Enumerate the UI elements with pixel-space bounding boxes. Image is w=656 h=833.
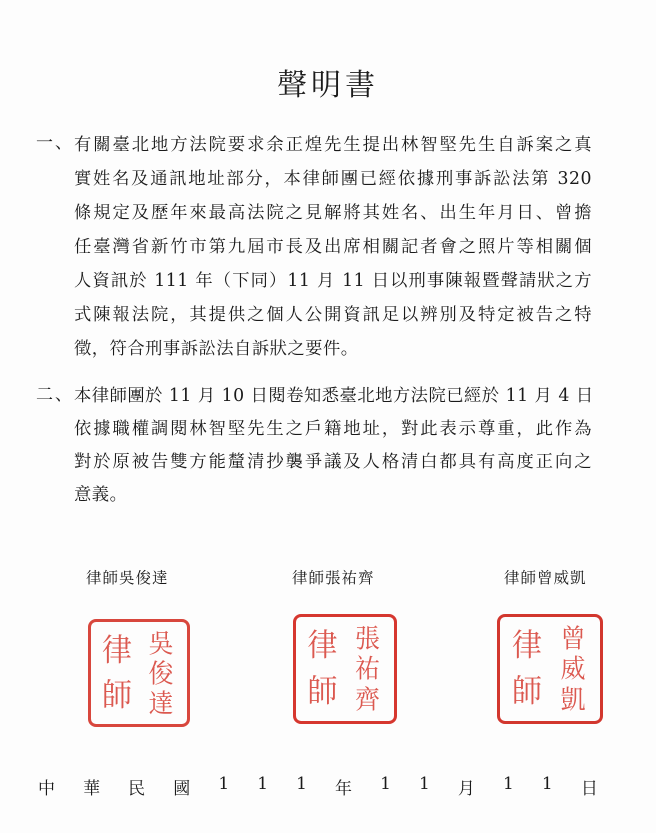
paragraph-line: 徵，符合刑事訴訟法自訴狀之要件。 <box>74 339 359 359</box>
seal-left-column <box>506 623 548 715</box>
date-char: 1 <box>296 774 307 794</box>
paragraph-line: 有關臺北地方法院要求余正煌先生提出林智堅先生自訴案之真 <box>74 135 592 155</box>
date-char: 1 <box>257 774 269 794</box>
seal-glyph: 威 <box>560 653 586 685</box>
seal-glyph: 祐 <box>354 653 380 685</box>
seal-glyph: 凱 <box>560 684 586 715</box>
date-char: 日 <box>580 779 598 799</box>
paragraph-line: 意義。 <box>74 485 128 505</box>
paragraph-line: 人資訊於 111 年（下同）11 月 11 日以刑事陳報暨聲請狀之方 <box>74 271 592 291</box>
signers-row <box>0 566 656 590</box>
signer-name: 律師張祐齊 <box>292 569 375 587</box>
seal-right-column <box>347 623 388 715</box>
document-title: 聲明書 <box>277 68 379 103</box>
date-char: 中 <box>38 779 55 799</box>
seal-glyph: 俊 <box>148 657 174 689</box>
date-char: 華 <box>83 779 101 799</box>
lawyer-seal-stamp <box>293 614 397 724</box>
lawyer-seal-stamp <box>88 619 190 727</box>
seal-glyph: 齊 <box>354 684 380 715</box>
seal-glyph: 達 <box>148 687 174 719</box>
date-char: 1 <box>503 774 514 794</box>
signer-name: 律師吳俊達 <box>86 569 169 587</box>
date-char: 年 <box>335 779 353 799</box>
seal-left-column <box>97 628 137 718</box>
paragraph-line: 依據職權調閱林智堅先生之戶籍地址，對此表示尊重，此作為 <box>74 419 592 439</box>
seal-glyph: 師 <box>512 673 542 710</box>
document-date <box>38 774 598 802</box>
date-char: 1 <box>419 774 430 794</box>
paragraph-line: 對於原被告雙方能釐清抄襲爭議及人格清白都具有高度正向之 <box>74 452 592 472</box>
paragraph-line: 實姓名及通訊地址部分，本律師團已經依據刑事訴訟法第 320 <box>74 169 592 189</box>
seal-glyph: 張 <box>354 623 380 654</box>
seal-glyph: 曾 <box>560 623 586 654</box>
seal-right-column <box>552 623 594 715</box>
paragraph-marker: 二、 <box>36 385 74 405</box>
paragraph-line: 條規定及歷年來最高法院之見解將其姓名、出生年月日、曾擔 <box>74 203 592 223</box>
seal-glyph: 師 <box>102 676 132 714</box>
seal-glyph: 師 <box>307 673 338 710</box>
date-char: 1 <box>541 774 553 794</box>
date-char: 國 <box>173 779 191 799</box>
seal-right-column <box>141 628 181 718</box>
lawyer-seal-stamp <box>497 614 603 724</box>
seal-glyph: 律 <box>512 627 542 664</box>
date-char: 月 <box>457 779 475 799</box>
date-char: 1 <box>218 774 230 794</box>
paragraph-line: 本律師團於 11 月 10 日閱卷知悉臺北地方法院已經於 11 月 4 日 <box>74 386 594 406</box>
seal-left-column <box>302 623 343 715</box>
seal-glyph: 律 <box>307 627 338 664</box>
paragraph-marker: 一、 <box>36 133 74 153</box>
paragraph-line: 式陳報法院，其提供之個人公開資訊足以辨別及特定被告之特 <box>74 305 592 325</box>
paragraph-line: 任臺灣省新竹市第九屆市長及出席相關記者會之照片等相關個 <box>74 237 592 257</box>
seal-glyph: 律 <box>102 631 132 669</box>
signer-name: 律師曾威凱 <box>504 569 587 587</box>
date-char: 1 <box>380 774 391 794</box>
date-char: 民 <box>128 779 146 799</box>
seal-glyph: 吳 <box>148 627 174 659</box>
